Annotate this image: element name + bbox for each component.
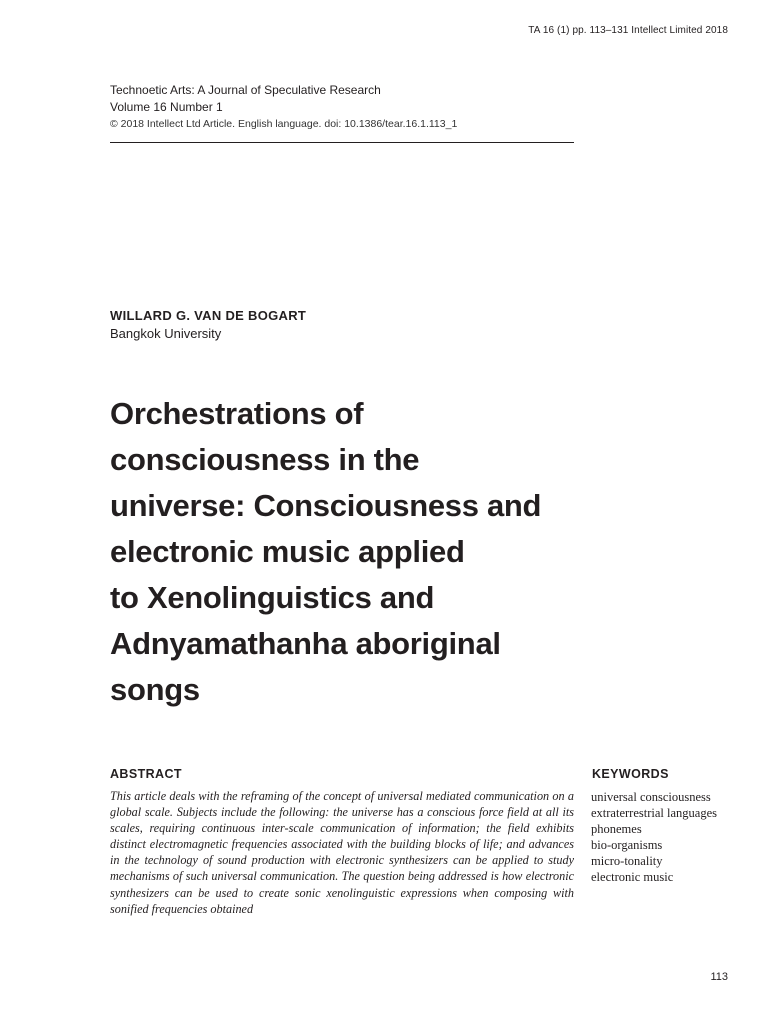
article-title [110,391,580,713]
copyright-line: © 2018 Intellect Ltd Article. English language. doi: 10.1386/tear.16.1.113_1 [110,118,458,130]
author-block [110,307,306,343]
journal-info [110,82,575,133]
author-name: WILLARD G. VAN DE BOGART [110,308,307,323]
keyword-item: phonemes [591,822,642,837]
journal-volume: Volume 16 Number 1 [110,100,223,114]
author-affiliation: Bangkok University [110,326,222,341]
title-line: Orchestrations of [110,396,364,431]
keywords-heading: KEYWORDS [592,767,669,781]
abstract-heading: ABSTRACT [110,767,182,781]
title-line: consciousness in the [110,442,420,477]
title-line: universe: Consciousness and [110,488,542,523]
keyword-item: electronic music [591,870,674,885]
keyword-item: bio-organisms [591,838,663,853]
title-line: songs [110,672,200,707]
header-divider [110,142,574,143]
keyword-item: micro-tonality [591,854,663,869]
title-line: Adnyamathanha aboriginal [110,626,501,661]
keywords-list [591,789,741,886]
title-line: electronic music applied [110,534,465,569]
page-number: 113 [710,971,728,983]
title-line: to Xenolinguistics and [110,580,435,615]
running-head: TA 16 (1) pp. 113–131 Intellect Limited 2018 [528,25,728,36]
abstract-text: This article deals with the reframing of the concept of universal mediated communication on a global scale. Subjects include the following: the universe has a conscious force field at all its scales, requiring continuous inter-scale communication of information; the field exhibits distinct electromagnetic frequencies associated with the building blocks of life; and advances in the technology of sound production with electronic synthesizers can be applied to study mechanisms of such universal communication. The question being addressed is how electronic synthesizers can be used to create sonic xenolinguistic expressions when composing with sonified frequencies obtained [110,789,574,916]
journal-name: Technoetic Arts: A Journal of Speculative Research [110,83,381,97]
keyword-item: universal consciousness [591,790,711,804]
keyword-item: extraterrestrial languages [591,806,717,821]
